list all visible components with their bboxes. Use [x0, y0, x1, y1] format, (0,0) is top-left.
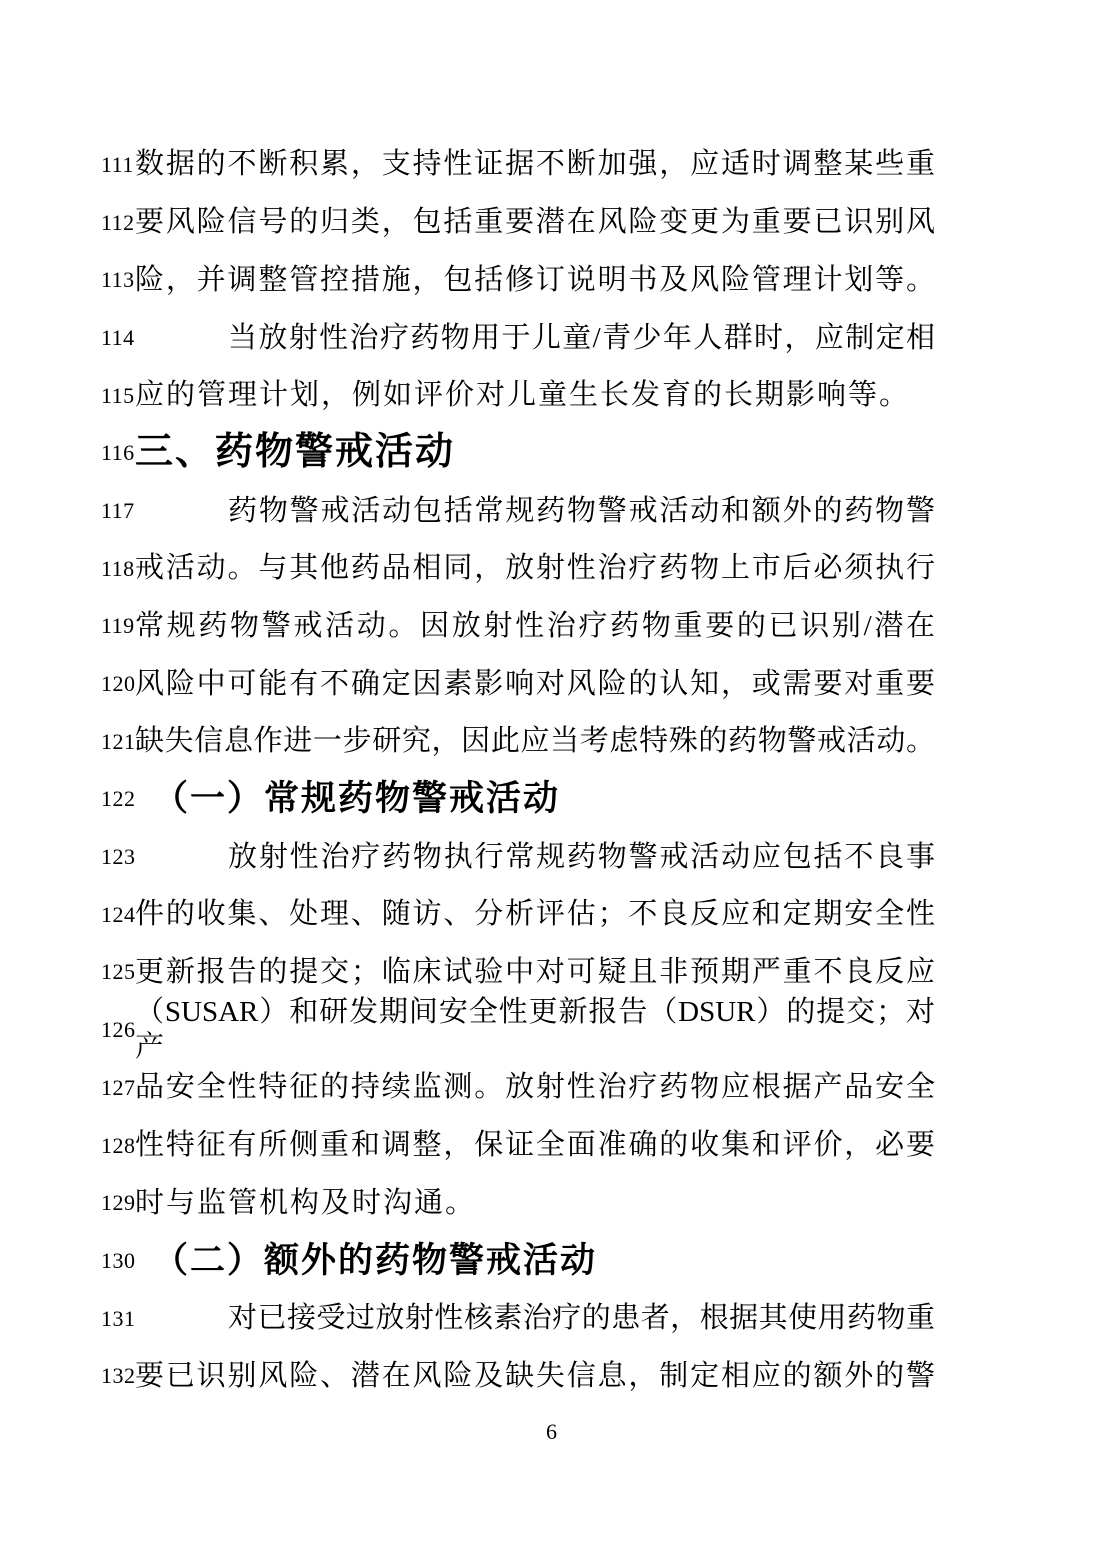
line-number: 116 [101, 440, 135, 466]
line-number: 115 [101, 382, 135, 408]
line-row-132 [0, 1347, 1103, 1405]
line-text: 数据的不断积累，支持性证据不断加强，应适时调整某些重 [135, 148, 935, 181]
line-row-116 [0, 424, 1103, 482]
line-text: 险，并调整管控措施，包括修订说明书及风险管理计划等。 [135, 263, 935, 296]
line-text: 应的管理计划，例如评价对儿童生长发育的长期影响等。 [135, 379, 911, 412]
line-row-111 [0, 136, 1103, 194]
line-number: 126 [101, 1017, 136, 1043]
line-number: 122 [101, 786, 136, 812]
line-number: 113 [101, 267, 135, 293]
line-number: 125 [101, 959, 136, 985]
line-text: 戒活动。与其他药品相同，放射性治疗药物上市后必须执行 [135, 552, 935, 585]
line-row-130 [0, 1232, 1103, 1290]
section-heading-level1: 三、药物警戒活动 [135, 431, 456, 474]
line-text: （SUSAR）和研发期间安全性更新报告（DSUR）的提交；对产 [135, 996, 935, 1064]
line-text: 风险中可能有不确定因素影响对风险的认知，或需要对重要 [135, 667, 935, 700]
line-row-117 [0, 482, 1103, 540]
section-heading-level2: （一）常规药物警戒活动 [153, 779, 561, 819]
line-row-120 [0, 655, 1103, 713]
line-text: 时与监管机构及时沟通。 [135, 1186, 477, 1219]
line-text: 更新报告的提交；临床试验中对可疑且非预期严重不良反应 [135, 956, 935, 989]
line-number: 121 [101, 728, 136, 754]
line-text: 放射性治疗药物执行常规药物警戒活动应包括不良事 [228, 840, 935, 873]
line-number: 130 [101, 1247, 136, 1273]
line-number: 131 [101, 1305, 136, 1331]
line-row-121 [0, 713, 1103, 771]
line-row-128 [0, 1117, 1103, 1175]
line-number: 129 [101, 1190, 136, 1216]
line-number: 114 [101, 324, 135, 350]
line-row-112 [0, 194, 1103, 252]
line-number: 118 [101, 555, 135, 581]
line-text: 常规药物警戒活动。因放射性治疗药物重要的已识别/潜在 [135, 609, 935, 642]
line-row-114 [0, 309, 1103, 367]
document-body [0, 136, 1103, 1405]
line-number: 128 [101, 1132, 136, 1158]
line-row-123 [0, 828, 1103, 886]
line-text: 对已接受过放射性核素治疗的患者，根据其使用药物重 [228, 1302, 935, 1335]
line-number: 132 [101, 1363, 136, 1389]
line-row-118 [0, 540, 1103, 598]
line-row-126 [0, 996, 1103, 1064]
line-row-131 [0, 1290, 1103, 1348]
line-row-124 [0, 886, 1103, 944]
line-text: 性特征有所侧重和调整，保证全面准确的收集和评价，必要 [135, 1129, 935, 1162]
line-row-113 [0, 251, 1103, 309]
line-row-119 [0, 598, 1103, 656]
line-row-122 [0, 771, 1103, 829]
line-row-125 [0, 944, 1103, 1002]
line-number: 112 [101, 209, 135, 235]
line-number: 111 [101, 151, 134, 177]
line-row-127 [0, 1059, 1103, 1117]
line-row-115 [0, 367, 1103, 425]
line-text: 品安全性特征的持续监测。放射性治疗药物应根据产品安全 [135, 1071, 935, 1104]
line-number: 123 [101, 844, 136, 870]
line-number: 119 [101, 613, 135, 639]
line-number: 120 [101, 671, 136, 697]
line-text: 要已识别风险、潜在风险及缺失信息，制定相应的额外的警 [135, 1359, 935, 1392]
line-text: 要风险信号的归类，包括重要潜在风险变更为重要已识别风 [135, 206, 935, 239]
section-heading-level2: （二）额外的药物警戒活动 [153, 1240, 598, 1280]
line-text: 缺失信息作进一步研究，因此应当考虑特殊的药物警戒活动。 [135, 725, 935, 758]
line-text: 药物警戒活动包括常规药物警戒活动和额外的药物警 [228, 494, 935, 527]
line-number: 124 [101, 901, 136, 927]
line-number: 127 [101, 1074, 136, 1100]
line-number: 117 [101, 497, 135, 523]
line-row-129 [0, 1174, 1103, 1232]
line-text: 件的收集、处理、随访、分析评估；不良反应和定期安全性 [135, 898, 935, 931]
page-number: 6 [546, 1419, 557, 1444]
line-text: 当放射性治疗药物用于儿童/青少年人群时，应制定相 [228, 321, 935, 354]
